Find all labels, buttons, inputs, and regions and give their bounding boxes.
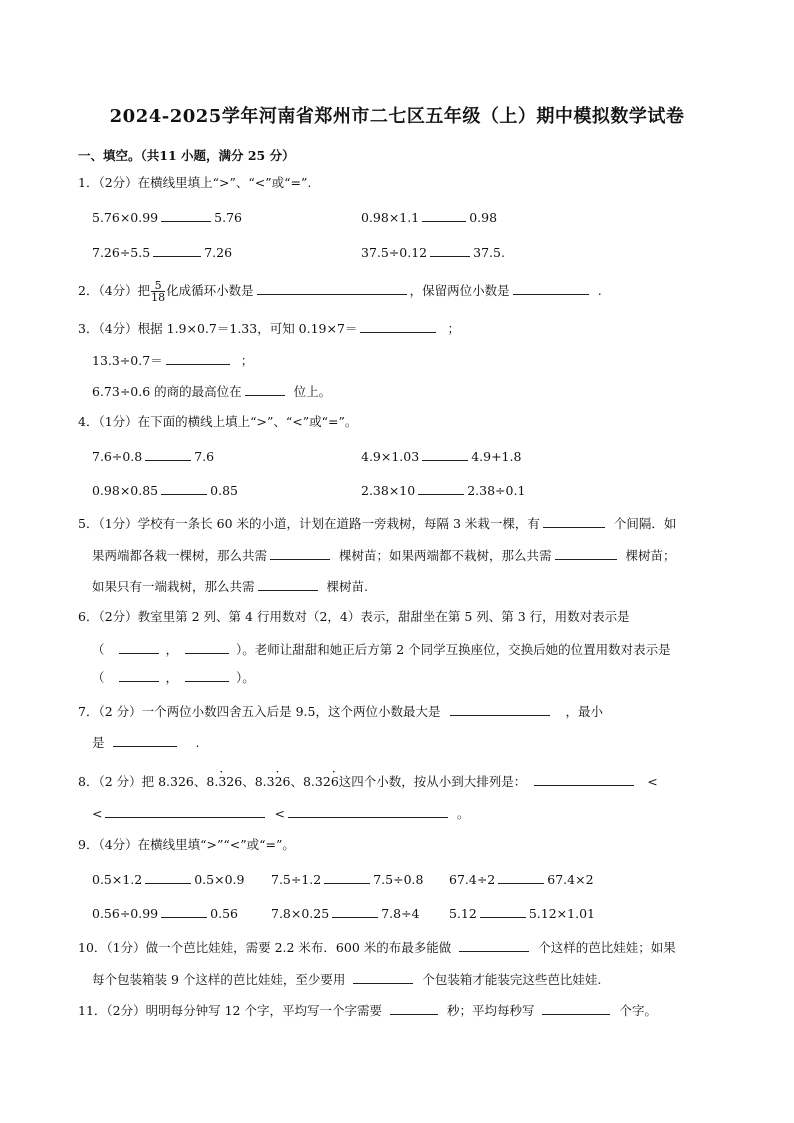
q3-blank-2[interactable] — [166, 351, 230, 365]
q2-blank-1[interactable] — [257, 281, 407, 295]
q4-c-left: 0.98×0.85 — [92, 483, 159, 498]
q4-item-b — [361, 447, 521, 465]
q8-repeat-digit-2: · 2 — [275, 774, 283, 789]
q1-a-right: 5.76 — [214, 210, 242, 225]
q11-a: 11．（2分）明明每分钟写 12 个字，平均写一个字需要 — [78, 1003, 382, 1018]
q9-item-c — [449, 870, 594, 888]
q8-line-2 — [92, 804, 469, 822]
q1-item-b — [361, 208, 497, 226]
q9-f-right: 5.12×1.01 — [528, 906, 595, 921]
q4-d-left: 2.38×10 — [361, 483, 416, 498]
q5-l2a: 果两端都各栽一棵树，那么共需 — [92, 548, 268, 563]
q8-blank-3[interactable] — [288, 804, 448, 818]
q9-f-left: 5.12 — [449, 906, 477, 921]
q5-line-3 — [92, 577, 368, 595]
q1-c-right: 7.26 — [204, 245, 233, 260]
q9-c-blank[interactable] — [498, 870, 544, 884]
q6-l2a: （ — [92, 642, 105, 657]
q1-c-blank[interactable] — [153, 243, 201, 257]
q2-end: . — [597, 283, 602, 298]
q8-lt-2: < — [92, 806, 103, 821]
q4-a-left: 7.6÷0.8 — [92, 449, 143, 464]
q8-l2-end: 。 — [456, 806, 470, 821]
q3-l2: 13.3÷0.7＝ — [92, 353, 163, 368]
q10-blank-1[interactable] — [459, 938, 529, 952]
page-title: 2024-2025学年河南省郑州市二七区五年级（上）期中模拟数学试卷 — [109, 106, 685, 127]
q4-c-blank[interactable] — [161, 481, 207, 495]
q9-e-right: 7.8÷4 — [381, 906, 420, 921]
q8-line-1 — [78, 772, 658, 790]
q8-pre: 8．（2 分）把 8.326、8. — [78, 774, 219, 789]
q1-d-left: 37.5÷0.12 — [361, 245, 428, 260]
q1-item-c — [92, 243, 232, 261]
q11 — [78, 1001, 657, 1019]
q6-l2c: ）。老师让甜甜和她正后方第 2 个同学互换座位，交换后她的位置用数对表示是 — [236, 642, 671, 657]
q10-l2b: 个包装箱才能装完这些芭比娃娃. — [422, 972, 602, 987]
q1-b-blank[interactable] — [422, 208, 466, 222]
q6-line-1: 6．（2分）教室里第 2 列、第 4 行用数对（2，4）表示，甜甜坐在第 5 列、第 3 行，用数对表示是 — [78, 609, 630, 624]
q3-blank-1[interactable] — [360, 319, 436, 333]
q6-blank-1[interactable] — [119, 640, 159, 654]
q10-line-1 — [78, 938, 676, 956]
q1-c-left: 7.26÷5.5 — [92, 245, 151, 260]
q4-a-right: 7.6 — [194, 449, 215, 464]
q4-d-blank[interactable] — [418, 481, 464, 495]
q7-l1: 7．（2 分）一个两位小数四舍五入后是 9.5，这个两位小数最大是 — [78, 704, 441, 719]
q8-repeat-digit-1: · 3 — [218, 774, 226, 789]
q2-fraction — [151, 280, 165, 303]
q1-b-right: 0.98 — [469, 210, 498, 225]
q9-c-left: 67.4÷2 — [449, 872, 496, 887]
q5-l1a: 5．（1分）学校有一条长 60 米的小道，计划在道路一旁栽树，每隔 3 米栽一棵，有 — [78, 516, 540, 531]
q1-a-left: 5.76×0.99 — [92, 210, 159, 225]
q9-stem: 9．（4分）在横线里填“>”“<”或“=”。 — [78, 837, 295, 852]
q9-item-e — [271, 904, 420, 922]
q9-item-f — [449, 904, 595, 922]
q3-l3-end: 位上。 — [293, 384, 332, 399]
q11-blank-1[interactable] — [390, 1001, 438, 1015]
q5-blank-3[interactable] — [555, 546, 617, 560]
q2-denominator: 18 — [151, 291, 166, 304]
q6-line-2 — [92, 640, 671, 658]
q9-d-blank[interactable] — [161, 904, 207, 918]
q1-d-right: 37.5. — [473, 245, 505, 260]
q5-blank-1[interactable] — [543, 514, 605, 528]
q2 — [78, 280, 602, 303]
q4-a-blank[interactable] — [145, 447, 191, 461]
q6-line-3 — [92, 668, 255, 686]
q11-c: 个字。 — [619, 1003, 657, 1018]
q5-l3b: 棵树苗. — [326, 579, 368, 594]
q8-n2-tail: 26 — [226, 774, 243, 789]
q3-line-2 — [92, 351, 253, 369]
q8-sep2: 、8.32 — [290, 774, 331, 789]
q3-line-3 — [92, 382, 331, 400]
q4-item-a — [92, 447, 214, 465]
q11-blank-2[interactable] — [542, 1001, 610, 1015]
q2-mid: 化成循环小数是 — [166, 283, 254, 298]
q7-blank-2[interactable] — [113, 733, 177, 747]
q8-repeat-digit-3: · 6 — [331, 774, 339, 789]
q6-l2b: ， — [165, 642, 179, 657]
q9-item-b — [271, 870, 423, 888]
q5-l2b: 棵树苗；如果两端都不栽树，那么共需 — [339, 548, 552, 563]
q9-a-right: 0.5×0.9 — [194, 872, 245, 887]
q6-blank-2[interactable] — [185, 640, 229, 654]
q10-l2a: 每个包装箱装 9 个这样的芭比娃娃，至少要用 — [92, 972, 346, 987]
q9-a-blank[interactable] — [145, 870, 191, 884]
q4-b-blank[interactable] — [422, 447, 468, 461]
q3-blank-3[interactable] — [245, 382, 285, 396]
q2-numerator: 5 — [154, 279, 162, 292]
q1-stem: 1．（2分）在横线里填上“>”、“<”或“=”. — [78, 175, 312, 190]
q1-b-left: 0.98×1.1 — [361, 210, 420, 225]
q9-e-blank[interactable] — [332, 904, 378, 918]
q10-line-2 — [92, 970, 601, 988]
q5-l2c: 棵树苗； — [625, 548, 676, 563]
q3-l2-end: ； — [240, 353, 254, 368]
q9-c-right: 67.4×2 — [547, 872, 594, 887]
q9-d-right: 0.56 — [210, 906, 238, 921]
q4-item-c — [92, 481, 238, 499]
q2-blank-2[interactable] — [513, 281, 589, 295]
q5-l3a: 如果只有一端栽树，那么共需 — [92, 579, 255, 594]
q7-line-1 — [78, 702, 603, 720]
q5-l1b: 个间隔．如 — [613, 516, 677, 531]
q4-d-right: 2.38÷0.1 — [467, 483, 526, 498]
q8-n3-tail: 6 — [282, 774, 291, 789]
q5-blank-4[interactable] — [258, 577, 318, 591]
q7-line-2 — [92, 733, 200, 751]
q7-l2: 是 — [92, 735, 105, 750]
q4-item-d — [361, 481, 525, 499]
q9-b-left: 7.5÷1.2 — [271, 872, 322, 887]
q9-d-left: 0.56÷0.99 — [92, 906, 159, 921]
q3-l1: 3．（4分）根据 1.9×0.7＝1.33，可知 0.19×7＝ — [78, 321, 358, 336]
q3-line-1 — [78, 319, 460, 337]
q1-item-d — [361, 243, 505, 261]
q5-blank-2[interactable] — [270, 546, 330, 560]
q3-l1-end: ； — [447, 321, 460, 336]
q9-a-left: 0.5×1.2 — [92, 872, 143, 887]
q5-line-1 — [78, 514, 676, 532]
q9-item-d — [92, 904, 238, 922]
section-heading: 一、填空。（共11 小题，满分 25 分） — [78, 148, 295, 163]
q6-l3c: ）。 — [236, 670, 255, 685]
q8-lt-1: < — [647, 774, 658, 789]
q8-blank-1[interactable] — [534, 772, 634, 786]
q8-blank-2[interactable] — [105, 804, 265, 818]
q9-item-a — [92, 870, 244, 888]
q10-blank-2[interactable] — [353, 970, 413, 984]
q7-blank-1[interactable] — [450, 702, 550, 716]
q3-l3: 6.73÷0.6 的商的最高位在 — [92, 384, 242, 399]
q6-l3a: （ — [92, 670, 105, 685]
q6-blank-4[interactable] — [185, 668, 229, 682]
q1-a-blank[interactable] — [161, 208, 211, 222]
q4-c-right: 0.85 — [210, 483, 238, 498]
q1-d-blank[interactable] — [430, 243, 470, 257]
q9-b-blank[interactable] — [324, 870, 370, 884]
q11-b: 秒；平均每秒写 — [446, 1003, 535, 1018]
q10-l1a: 10．（1分）做一个芭比娃娃，需要 2.2 米布．600 米的布最多能做 — [78, 940, 452, 955]
q9-f-blank[interactable] — [480, 904, 526, 918]
q8-lt-3: < — [274, 806, 285, 821]
q9-b-right: 7.5÷0.8 — [373, 872, 424, 887]
q8-sep1: 、8.3 — [242, 774, 275, 789]
q4-b-left: 4.9×1.03 — [361, 449, 420, 464]
q5-line-2 — [92, 546, 676, 564]
q9-e-left: 7.8×0.25 — [271, 906, 330, 921]
q8-post: 这四个小数，按从小到大排列是： — [338, 774, 527, 789]
q2-mid2: ，保留两位小数是 — [409, 283, 510, 298]
q4-b-right: 4.9+1.8 — [471, 449, 522, 464]
q4-stem: 4．（1分）在下面的横线上填上“>”、“<”或“=”。 — [78, 414, 358, 429]
q7-l1-end: ，最小 — [565, 704, 603, 719]
q7-l2-end: . — [195, 735, 200, 750]
q2-pre: 2．（4分）把 — [78, 283, 151, 298]
q10-l1b: 个这样的芭比娃娃；如果 — [538, 940, 676, 955]
q6-l3b: ， — [165, 670, 179, 685]
q6-blank-3[interactable] — [119, 668, 159, 682]
q1-item-a — [92, 208, 242, 226]
